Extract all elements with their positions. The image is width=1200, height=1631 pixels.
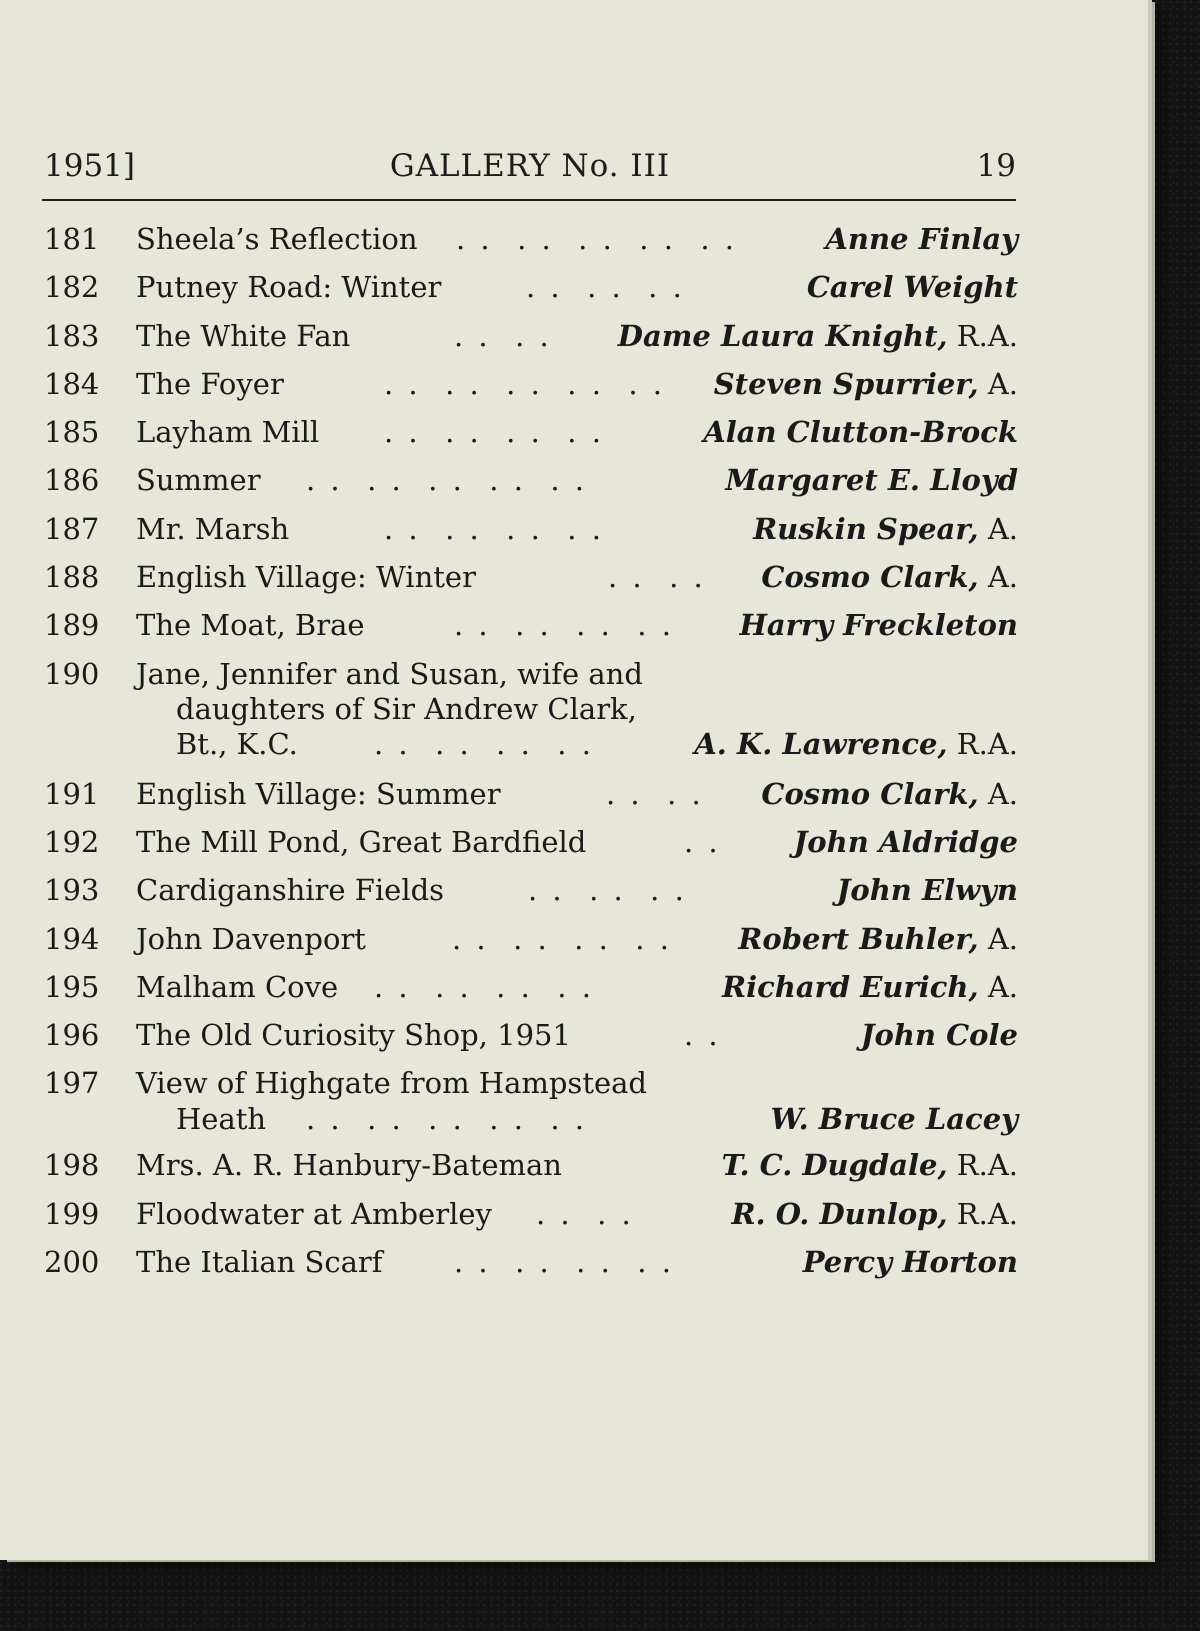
entry-195: 195 Malham Cove . . . . . . . . Richard Eurich, A. (44, 969, 1018, 1004)
entry-artist: Carel Weight (806, 270, 1018, 305)
entry-title: The Foyer (136, 366, 284, 401)
entry-artist: John Elwyn (836, 873, 1018, 908)
entry-number: 191 (44, 776, 100, 811)
page-header (44, 148, 1016, 192)
entry-number: 183 (44, 318, 100, 353)
entry-title: Cardiganshire Fields (136, 873, 445, 908)
entry-number: 198 (44, 1148, 100, 1183)
entry-193: 193 Cardiganshire Fields . . . . . . John Elwyn (44, 873, 1018, 908)
entry-artist: Cosmo Clark, A. (761, 560, 1018, 595)
entry-184: 184 The Foyer . . . . . . . . . . Steven Spurrier, A. (44, 366, 1018, 401)
entry-title: The Mill Pond, Great Bardfield (136, 824, 587, 859)
entry-number: 197 (44, 1066, 100, 1101)
entry-183: 183 The White Fan . . . . Dame Laura Knight, R.A. (44, 318, 1018, 353)
entry-199: 199 Floodwater at Amberley . . . . R. O. Dunlop, R.A. (44, 1196, 1018, 1231)
entry-title: Summer (136, 463, 261, 498)
entry-artist: R. O. Dunlop, R.A. (731, 1196, 1018, 1231)
entry-196: 196 The Old Curiosity Shop, 1951 . . John Cole (44, 1018, 1018, 1053)
entry-number: 196 (44, 1018, 100, 1053)
entry-title: English Village: Winter (136, 560, 476, 595)
page-number: 19 (976, 148, 1016, 184)
entry-number: 185 (44, 415, 100, 450)
entry-artist: W. Bruce Lacey (770, 1102, 1018, 1137)
entry-number: 192 (44, 824, 100, 859)
entry-title: The White Fan (136, 318, 351, 353)
entry-number: 181 (44, 222, 100, 256)
entry-189: 189 The Moat, Brae . . . . . . . . Harry Freckleton (44, 608, 1018, 643)
entry-194: 194 John Davenport . . . . . . . . Robert Buhler, A. (44, 921, 1018, 956)
entry-number: 195 (44, 969, 100, 1004)
entry-title: Sheela’s Reflection (136, 222, 418, 256)
entry-200: 200 The Italian Scarf . . . . . . . . Percy Horton (44, 1245, 1018, 1280)
entry-188: 188 English Village: Winter . . . . Cosmo Clark, A. (44, 560, 1018, 595)
entry-title: John Davenport (136, 921, 366, 956)
entry-artist: Harry Freckleton (739, 608, 1018, 643)
entry-number: 189 (44, 608, 100, 643)
entry-190: 190 Jane, Jennifer and Susan, wife and daughters of Sir Andrew Clark, Bt., K.C. . . . . . . . . A. K. Lawrence, R.A. (44, 656, 1018, 761)
entry-title-line2: daughters of Sir Andrew Clark, (176, 691, 637, 726)
entry-artist: Margaret E. Lloyd (725, 463, 1018, 498)
entry-artist: T. C. Dugdale, R.A. (721, 1148, 1018, 1183)
entry-title: Malham Cove (136, 969, 339, 1004)
entry-artist: A. K. Lawrence, R.A. (694, 726, 1018, 761)
entry-artist: Robert Buhler, A. (738, 921, 1018, 956)
entry-number: 199 (44, 1196, 100, 1231)
header-year: 1951] (44, 148, 135, 184)
entry-198 (44, 1148, 1018, 1196)
entry-artist: Steven Spurrier, A. (713, 366, 1018, 401)
entry-number: 190 (44, 656, 100, 691)
entry-artist: Ruskin Spear, A. (753, 511, 1018, 546)
entry-artist: Richard Eurich, A. (721, 969, 1018, 1004)
entry-title-line3: Bt., K.C. (176, 726, 298, 761)
entry-186: 186 Summer . . . . . . . . . . Margaret E. Lloyd (44, 463, 1018, 498)
entry-191: 191 English Village: Summer . . . . Cosmo Clark, A. (44, 776, 1018, 811)
entry-artist: John Aldridge (793, 824, 1018, 859)
entry-number: 193 (44, 873, 100, 908)
entry-title: Putney Road: Winter (136, 270, 442, 305)
entry-title: Mrs. A. R. Hanbury-Bateman (136, 1148, 562, 1183)
entry-number: 200 (44, 1245, 100, 1280)
entry-artist: Anne Finlay (825, 222, 1018, 256)
entry-artist: Cosmo Clark, A. (761, 776, 1018, 811)
entry-artist: Alan Clutton-Brock (703, 415, 1018, 450)
entry-title-line2: Heath (176, 1102, 267, 1137)
entry-title: Floodwater at Amberley (136, 1196, 492, 1231)
entry-title: Mr. Marsh (136, 511, 290, 546)
entry-number: 188 (44, 560, 100, 595)
entry-192: 192 The Mill Pond, Great Bardfield . . John Aldridge (44, 824, 1018, 859)
entry-number: 182 (44, 270, 100, 305)
entry-number: 194 (44, 921, 100, 956)
entry-197: 197 View of Highgate from Hampstead Heath . . . . . . . . . . W. Bruce Lacey (44, 1066, 1018, 1137)
entry-list (44, 222, 1018, 1293)
entry-number: 187 (44, 511, 100, 546)
entry-title: The Moat, Brae (136, 608, 365, 643)
header-rule (42, 199, 1016, 201)
entry-title: English Village: Summer (136, 776, 501, 811)
entry-title: Jane, Jennifer and Susan, wife and (136, 656, 643, 691)
entry-number: 184 (44, 366, 100, 401)
entry-title: View of Highgate from Hampstead (136, 1066, 647, 1101)
entry-title: The Old Curiosity Shop, 1951 (136, 1018, 571, 1053)
entry-181: 181 Sheela’s Reflection . . . . . . . . . . Anne Finlay (44, 222, 1018, 256)
entry-title: Layham Mill (136, 415, 320, 450)
entry-182: 182 Putney Road: Winter . . . . . . Carel Weight (44, 270, 1018, 305)
entry-title: The Italian Scarf (136, 1245, 383, 1280)
entry-number: 186 (44, 463, 100, 498)
entry-187: 187 Mr. Marsh . . . . . . . . Ruskin Spear, A. (44, 511, 1018, 546)
entry-artist: Dame Laura Knight, R.A. (617, 318, 1018, 353)
entry-artist: Percy Horton (802, 1245, 1018, 1280)
entry-artist: John Cole (860, 1018, 1018, 1053)
page-title: GALLERY No. III (389, 148, 671, 184)
entry-185: 185 Layham Mill . . . . . . . . Alan Clutton-Brock (44, 415, 1018, 450)
